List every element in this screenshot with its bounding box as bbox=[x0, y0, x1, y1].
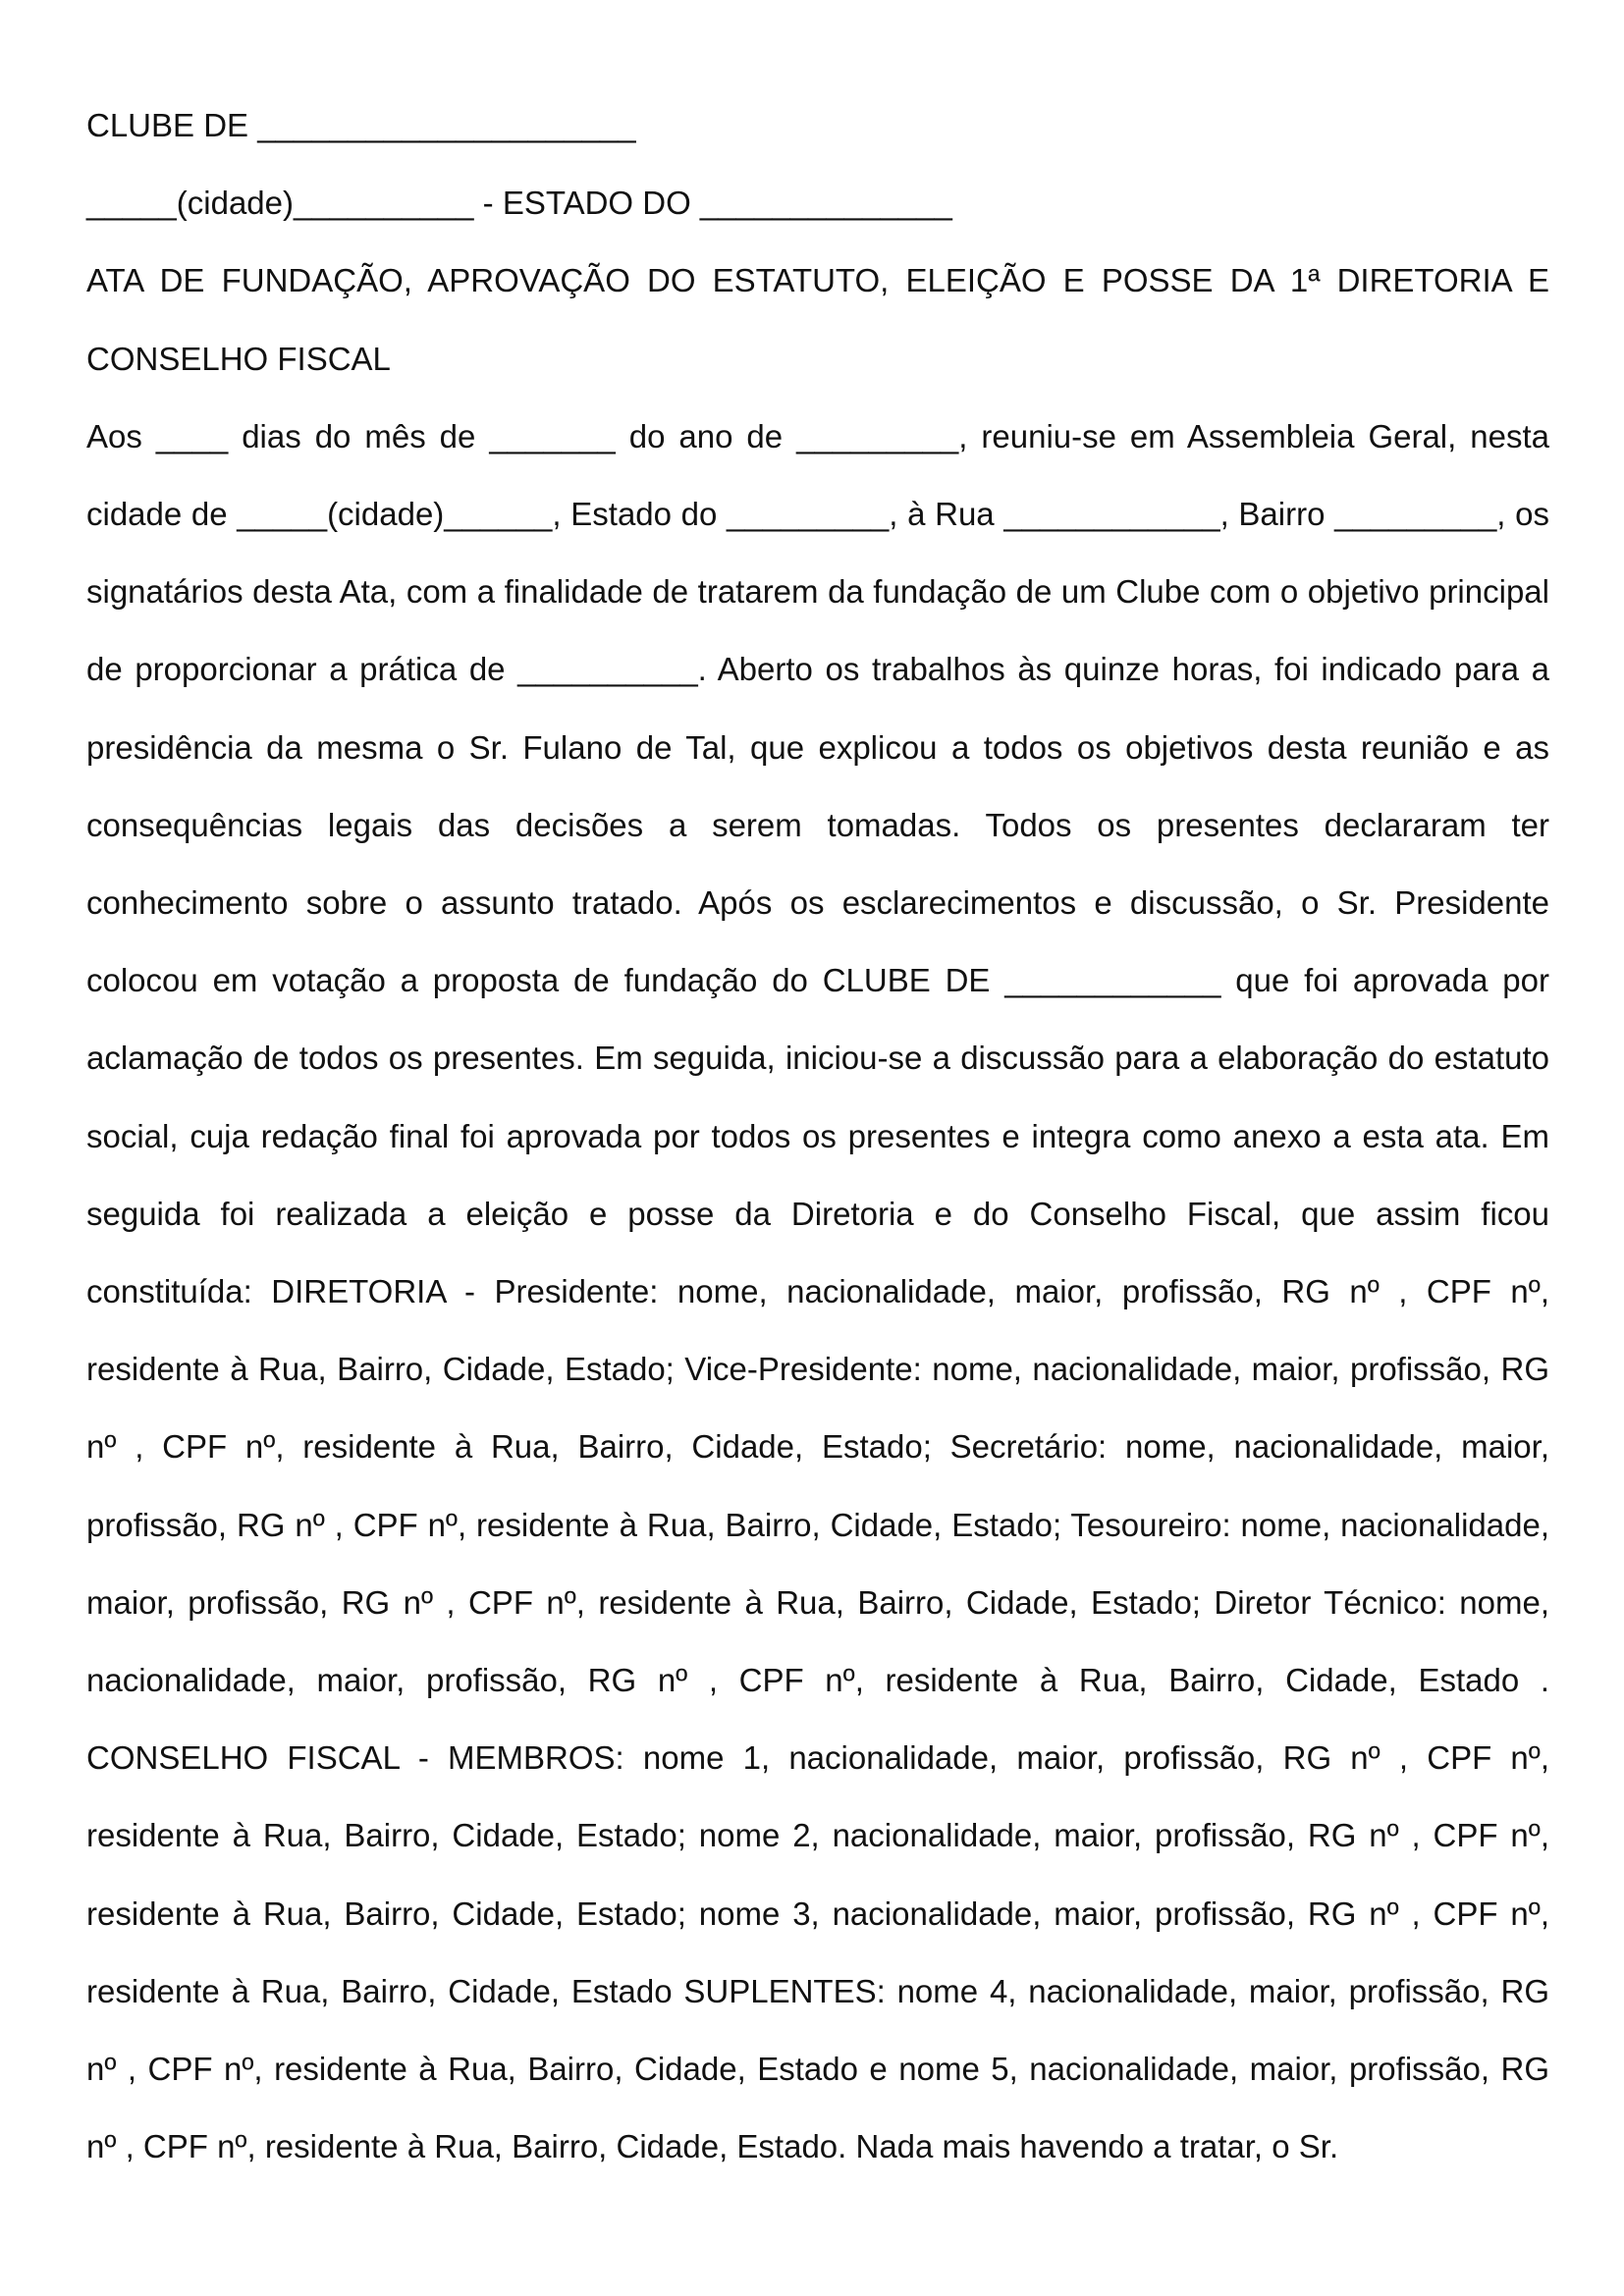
document-content bbox=[86, 86, 1549, 2185]
document-body: Aos ____ dias do mês de _______ do ano de _________, reuniu-se em Assembleia Geral, nesta cidade de _____(cidade)______, Estado do _________, à Rua ____________, Bairro _________, os signatários desta Ata, com a finalidade de tratarem da fundação de um Clube com o objetivo principal de proporcionar a prática de __________. Aberto os trabalhos às quinze horas, foi indicado para a presidência da mesma o Sr. Fulano de Tal, que explicou a todos os objetivos desta reunião e as consequências legais das decisões a serem tomadas. Todos os presentes declararam ter conhecimento sobre o assunto tratado. Após os esclarecimentos e discussão, o Sr. Presidente colocou em votação a proposta de fundação do CLUBE DE ____________ que foi aprovada por aclamação de todos os presentes. Em seguida, iniciou-se a discussão para a elaboração do estatuto social, cuja redação final foi aprovada por todos os presentes e integra como anexo a esta ata. Em seguida foi realizada a eleição e posse da Diretoria e do Conselho Fiscal, que assim ficou constituída: DIRETORIA - Presidente: nome, nacionalidade, maior, profissão, RG nº , CPF nº, residente à Rua, Bairro, Cidade, Estado; Vice-Presidente: nome, nacionalidade, maior, profissão, RG nº , CPF nº, residente à Rua, Bairro, Cidade, Estado; Secretário: nome, nacionalidade, maior, profissão, RG nº , CPF nº, residente à Rua, Bairro, Cidade, Estado; Tesoureiro: nome, nacionalidade, maior, profissão, RG nº , CPF nº, residente à Rua, Bairro, Cidade, Estado; Diretor Técnico: nome, nacionalidade, maior, profissão, RG nº , CPF nº, residente à Rua, Bairro, Cidade, Estado . CONSELHO FISCAL - MEMBROS: nome 1, nacionalidade, maior, profissão, RG nº , CPF nº, residente à Rua, Bairro, Cidade, Estado; nome 2, nacionalidade, maior, profissão, RG nº , CPF nº, residente à Rua, Bairro, Cidade, Estado; nome 3, nacionalidade, maior, profissão, RG nº , CPF nº, residente à Rua, Bairro, Cidade, Estado SUPLENTES: nome 4, nacionalidade, maior, profissão, RG nº , CPF nº, residente à Rua, Bairro, Cidade, Estado e nome 5, nacionalidade, maior, profissão, RG nº , CPF nº, residente à Rua, Bairro, Cidade, Estado. Nada mais havendo a tratar, o Sr. bbox=[86, 417, 1549, 2165]
document-title: ATA DE FUNDAÇÃO, APROVAÇÃO DO ESTATUTO, ELEIÇÃO E POSSE DA 1ª DIRETORIA E CONSELHO FISCAL bbox=[86, 262, 1549, 377]
city-state-line: _____(cidade)__________ - ESTADO DO ______________ bbox=[86, 185, 952, 222]
club-name-line: CLUBE DE _____________________ bbox=[86, 107, 636, 143]
